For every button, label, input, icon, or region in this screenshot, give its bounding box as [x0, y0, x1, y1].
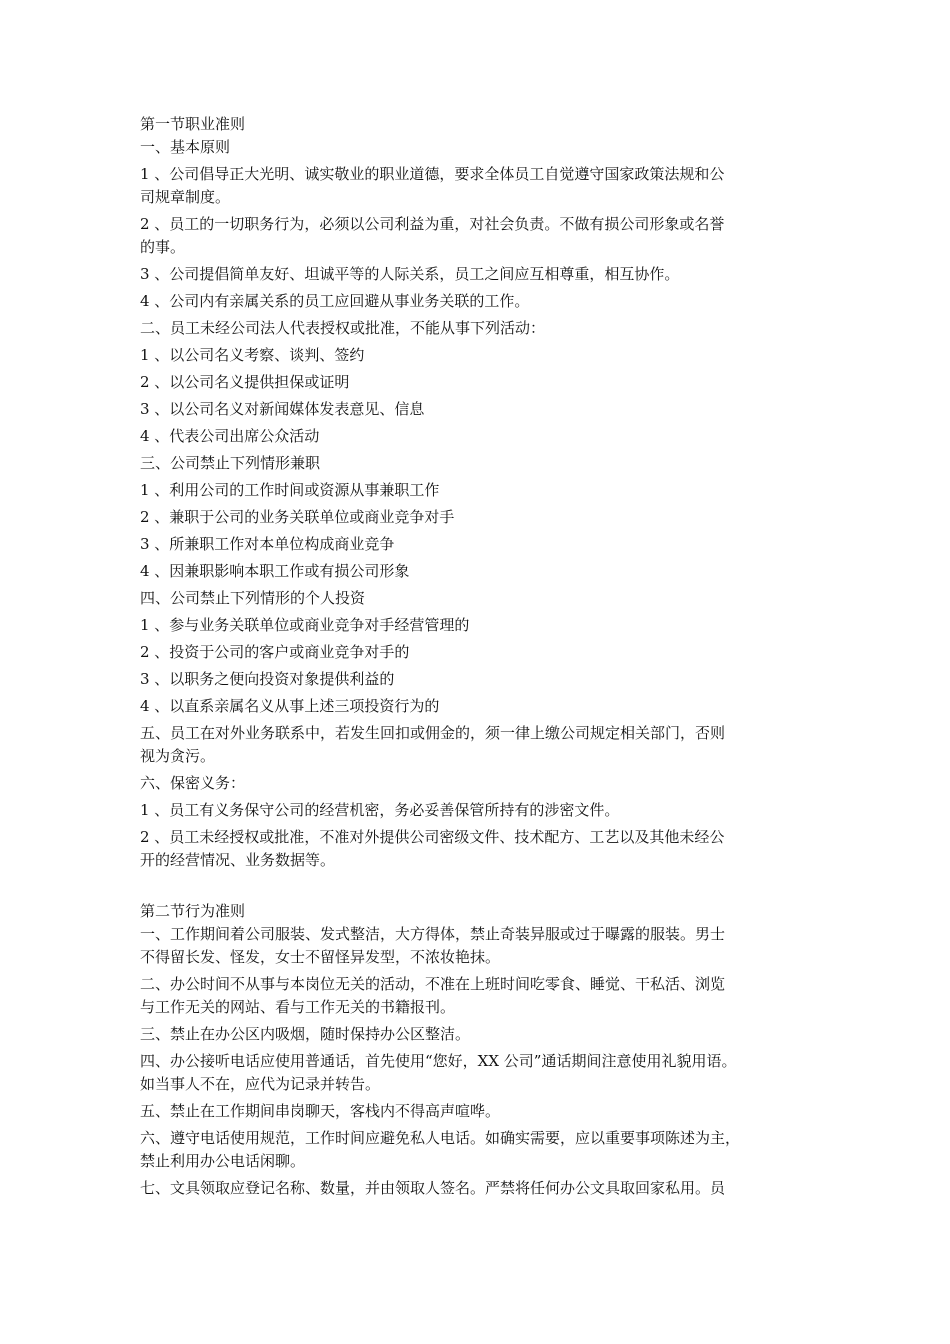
paragraph [140, 973, 830, 1019]
text-line: 不得留长发、怪发，女士不留怪异发型，不浓妆艳抹。 [140, 948, 501, 966]
paragraph [140, 1127, 830, 1173]
paragraph [140, 506, 830, 529]
paragraph [140, 722, 830, 768]
text-line: 三、公司禁止下列情形兼职 [140, 454, 321, 472]
text-line: 3 、所兼职工作对本单位构成商业竞争 [140, 535, 395, 553]
text-line: 六、保密义务： [140, 774, 246, 792]
text-line: 的事。 [140, 238, 186, 256]
section-spacer [140, 876, 830, 900]
text-line: 与工作无关的网站、看与工作无关的书籍报刊。 [140, 998, 456, 1016]
text-line: 1 、公司倡导正大光明、诚实敬业的职业道德，要求全体员工自觉遵守国家政策法规和公 [140, 165, 725, 183]
text-line: 4 、因兼职影响本职工作或有损公司形象 [140, 562, 410, 580]
text-line: 1 、以公司名义考察、谈判、签约 [140, 346, 365, 364]
paragraph [140, 213, 830, 259]
paragraph [140, 1050, 830, 1096]
text-line: 五、禁止在工作期间串岗聊天，客栈内不得高声喧哗。 [140, 1102, 501, 1120]
text-line: 如当事人不在，应代为记录并转告。 [140, 1075, 381, 1093]
text-line: 五、员工在对外业务联系中，若发生回扣或佣金的，须一律上缴公司规定相关部门，否则 [140, 724, 726, 742]
paragraph [140, 344, 830, 367]
paragraph [140, 371, 830, 394]
text-line: 1 、利用公司的工作时间或资源从事兼职工作 [140, 481, 440, 499]
text-line: 2 、兼职于公司的业务关联单位或商业竞争对手 [140, 508, 455, 526]
text-line: 二、办公时间不从事与本岗位无关的活动，不准在上班时间吃零食、睡觉、干私活、浏览 [140, 975, 726, 993]
text-line: 视为贪污。 [140, 747, 216, 765]
paragraph [140, 695, 830, 718]
text-line: 一、工作期间着公司服装、发式整洁，大方得体，禁止奇装异服或过于曝露的服装。男士 [140, 925, 726, 943]
section-professional-code [140, 113, 830, 872]
text-line: 开的经营情况、业务数据等。 [140, 851, 336, 869]
text-line: 2 、员工的一切职务行为，必须以公司利益为重，对社会负责。不做有损公司形象或名誉 [140, 215, 725, 233]
paragraph [140, 1177, 830, 1200]
paragraph [140, 163, 830, 209]
section-paragraphs [140, 923, 830, 1200]
paragraph [140, 452, 830, 475]
paragraph [140, 826, 830, 872]
paragraph [140, 136, 830, 159]
paragraph [140, 479, 830, 502]
text-line: 六、遵守电话使用规范，工作时间应避免私人电话。如确实需要，应以重要事项陈述为主， [140, 1129, 741, 1147]
section-paragraphs [140, 136, 830, 872]
paragraph [140, 641, 830, 664]
text-line: 3 、公司提倡简单友好、坦诚平等的人际关系，员工之间应互相尊重，相互协作。 [140, 265, 680, 283]
text-line: 4 、以直系亲属名义从事上述三项投资行为的 [140, 697, 440, 715]
paragraph [140, 425, 830, 448]
text-line: 二、员工未经公司法人代表授权或批准，不能从事下列活动： [140, 319, 546, 337]
paragraph [140, 668, 830, 691]
text-line: 3 、以职务之便向投资对象提供利益的 [140, 670, 395, 688]
text-line: 4 、代表公司出席公众活动 [140, 427, 320, 445]
text-line: 四、办公接听电话应使用普通话，首先使用“您好，XX 公司”通话期间注意使用礼貌用语。 [140, 1052, 737, 1070]
text-line: 3 、以公司名义对新闻媒体发表意见、信息 [140, 400, 425, 418]
text-line: 4 、公司内有亲属关系的员工应回避从事业务关联的工作。 [140, 292, 530, 310]
text-line: 1 、参与业务关联单位或商业竞争对手经营管理的 [140, 616, 470, 634]
text-line: 七、文具领取应登记名称、数量，并由领取人签名。严禁将任何办公文具取回家私用。员 [140, 1179, 726, 1197]
paragraph [140, 317, 830, 340]
text-line: 司规章制度。 [140, 188, 231, 206]
paragraph [140, 560, 830, 583]
section-title: 第二节行为准则 [140, 902, 246, 920]
text-line: 2 、以公司名义提供担保或证明 [140, 373, 350, 391]
text-line: 三、禁止在办公区内吸烟，随时保持办公区整洁。 [140, 1025, 471, 1043]
paragraph [140, 290, 830, 313]
paragraph [140, 614, 830, 637]
paragraph [140, 398, 830, 421]
paragraph [140, 799, 830, 822]
paragraph [140, 772, 830, 795]
text-line: 2 、员工未经授权或批准，不准对外提供公司密级文件、技术配方、工艺以及其他未经公 [140, 828, 725, 846]
paragraph [140, 587, 830, 610]
paragraph [140, 263, 830, 286]
paragraph [140, 1100, 830, 1123]
section-conduct-code [140, 900, 830, 1200]
text-line: 1 、员工有义务保守公司的经营机密，务必妥善保管所持有的涉密文件。 [140, 801, 620, 819]
section-title: 第一节职业准则 [140, 115, 246, 133]
document-body [140, 113, 830, 1204]
text-line: 四、公司禁止下列情形的个人投资 [140, 589, 366, 607]
text-line: 禁止利用办公电话闲聊。 [140, 1152, 306, 1170]
text-line: 2 、投资于公司的客户或商业竞争对手的 [140, 643, 410, 661]
paragraph [140, 1023, 830, 1046]
text-line: 一、基本原则 [140, 138, 231, 156]
paragraph [140, 533, 830, 556]
paragraph [140, 923, 830, 969]
